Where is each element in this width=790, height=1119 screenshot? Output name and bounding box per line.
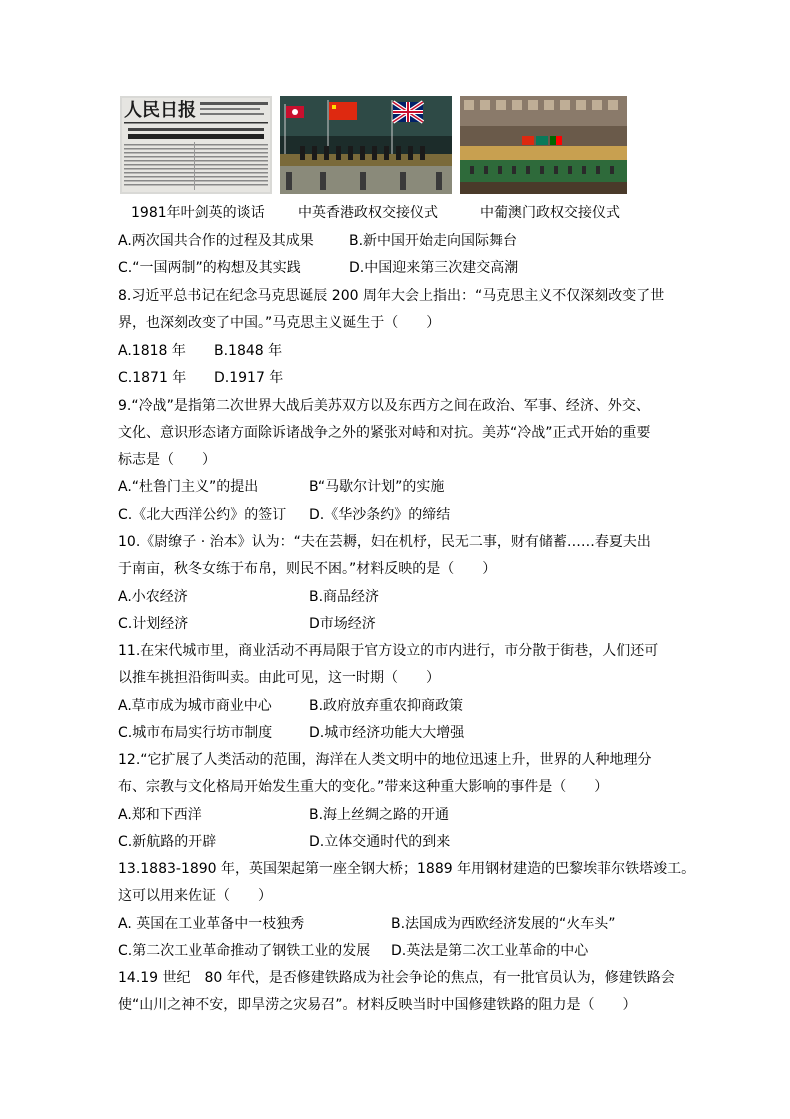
q10-option-c: C.计划经济 [118,616,189,632]
q12-option-c: C.新航路的开辟 [118,834,217,850]
q14-stem-line-2: 使“山川之神不安，即旱涝之灾易召”。材料反映当时中国修建铁路的阻力是（ ） [118,997,637,1013]
q9-option-c: C.《北大西洋公约》的签订 [118,507,287,523]
q11-option-a: A.草市成为城市商业中心 [118,698,272,714]
q11-stem-line-2: 以推车挑担沿街叫卖。由此可见，这一时期（ ） [118,670,440,686]
q9-stem-line-1: 9.“冷战”是指第二次世界大战后美苏双方以及东西方之间在政治、军事、经济、外交、 [118,398,650,414]
q11-stem-line-1: 11.在宋代城市里，商业活动不再局限于官方设立的市内进行，市分散于街巷，人们还可 [118,643,659,659]
q10-option-b: B.商品经济 [309,589,380,605]
q9-option-a: A.“杜鲁门主义”的提出 [118,479,259,495]
q9-option-b: B“马歇尔计划”的实施 [309,479,445,495]
newspaper-photo [120,96,272,194]
q13-stem-line-1: 13.1883-1890 年，英国架起第一座全钢大桥；1889 年用钢材建造的巴黎埃菲尔铁塔竣工。 [118,861,696,877]
q13-option-c: C.第二次工业革命推动了钢铁工业的发展 [118,943,371,959]
q12-option-d: D.立体交通时代的到来 [309,834,451,850]
q8-option-d: D.1917 年 [214,370,284,386]
q13-option-b: B.法国成为西欧经济发展的“火车头” [391,916,616,932]
q13-stem-line-2: 这可以用来佐证（ ） [118,888,272,904]
q9-option-d: D.《华沙条约》的缔结 [309,507,451,523]
q7-option-c: C.“一国两制”的构想及其实践 [118,260,301,276]
q10-option-a: A.小农经济 [118,589,188,605]
macau-handover-photo [460,96,627,194]
q11-option-c: C.城市布局实行坊市制度 [118,725,273,741]
q10-option-d: D市场经济 [309,616,376,632]
q13-option-a: A. 英国在工业革备中一枝独秀 [118,916,305,932]
q7-option-d: D.中国迎来第三次建交高潮 [349,260,519,276]
q8-option-c: C.1871 年 [118,370,187,386]
q8-option-b: B.1848 年 [214,343,283,359]
q9-stem-line-2: 文化、意识形态诸方面除诉诸战争之外的紧张对峙和对抗。美苏“冷战”正式开始的重要 [118,425,651,441]
q12-stem-line-1: 12.“它扩展了人类活动的范围，海洋在人类文明中的地位迅速上升，世界的人种地理分 [118,752,652,768]
q12-option-b: B.海上丝绸之路的开通 [309,807,450,823]
q12-stem-line-2: 布、宗教与文化格局开始发生重大的变化。”带来这种重大影响的事件是（ ） [118,779,609,795]
q14-stem-line-1: 14.19 世纪 80 年代，是否修建铁路成为社会争论的焦点，有一批官员认为，修建铁路会 [118,970,675,986]
q11-option-d: D.城市经济功能大大增强 [309,725,465,741]
caption-hongkong-handover: 中英香港政权交接仪式 [298,205,438,221]
hongkong-handover-image [280,96,452,194]
caption-yejianying-talk: 1981年叶剑英的谈话 [131,205,265,221]
q13-option-d: D.英法是第二次工业革命的中心 [391,943,589,959]
caption-macau-handover: 中葡澳门政权交接仪式 [480,205,620,221]
q8-option-a: A.1818 年 [118,343,186,359]
q11-option-b: B.政府放弃重农抑商政策 [309,698,464,714]
q10-stem-line-2: 于南亩，秋冬女练于布帛，则民不困。”材料反映的是（ ） [118,561,497,577]
newspaper-image [120,96,272,194]
q9-stem-line-3: 标志是（ ） [118,452,216,468]
q12-option-a: A.郑和下西洋 [118,807,202,823]
q10-stem-line-1: 10.《尉缭子 · 治本》认为：“夫在芸耨，妇在机杼，民无二事，财有储蓄……春夏夫出 [118,534,651,550]
q7-option-b: B.新中国开始走向国际舞台 [349,233,518,249]
q7-option-a: A.两次国共合作的过程及其成果 [118,233,314,249]
newspaper-masthead: 人民日报 [124,100,196,121]
q8-stem-line-2: 界，也深刻改变了中国。”马克思主义诞生于（ ） [118,315,441,331]
hongkong-handover-photo [280,96,452,194]
q8-stem-line-1: 8.习近平总书记在纪念马克思诞辰 200 周年大会上指出：“马克思主义不仅深刻改变了世 [118,288,665,304]
macau-handover-image [460,96,627,194]
